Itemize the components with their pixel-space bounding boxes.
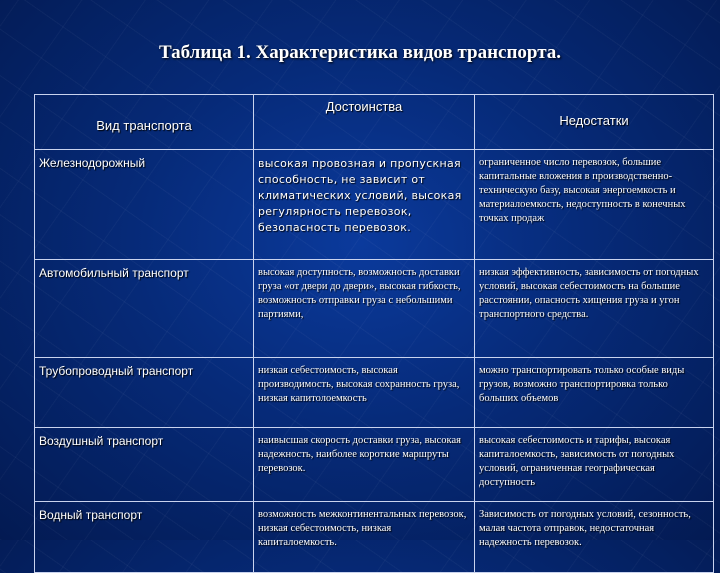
table-header-row <box>35 95 714 150</box>
disadvantages-cell: ограниченное число перевозок, большие капитальные вложения в производственно-техническую базу, высокая энергоемкость и материалоемкость, недоступность в конечных точках продаж <box>475 150 714 260</box>
table-row <box>35 358 714 428</box>
table-row <box>35 260 714 358</box>
transport-name: Водный транспорт <box>35 502 254 573</box>
transport-name: Железнодорожный <box>35 150 254 260</box>
table-row <box>35 428 714 502</box>
advantages-cell: возможность межконтинентальных перевозок, низкая себестоимость, низкая капиталоемкость. <box>254 502 475 573</box>
transport-name: Автомобильный транспорт <box>35 260 254 358</box>
disadvantages-cell: можно транспортировать только особые виды грузов, возможно транспортировка только больших объемов <box>475 358 714 428</box>
advantages-cell: наивысшая скорость доставки груза, высокая надежность, наиболее короткие маршруты перевозок. <box>254 428 475 502</box>
table-row <box>35 150 714 260</box>
transport-name: Воздушный транспорт <box>35 428 254 502</box>
slide-title: Таблица 1. Характеристика видов транспорта. <box>158 42 562 63</box>
advantages-cell: низкая себестоимость, высокая производимость, высокая сохранность груза, низкая капитолоемкость <box>254 358 475 428</box>
header-disadvantages: Недостатки <box>475 95 714 150</box>
advantages-cell: высокая доступность, возможность доставки груза «от двери до двери», высокая гибкость, возможность отправки груза с небольшими партиями, <box>254 260 475 358</box>
advantages-cell: высокая провозная и пропускная способность, не зависит от климатических условий, высокая регулярность перевозок, безопасность перевозок. <box>254 150 475 260</box>
table-row <box>35 502 714 573</box>
transport-table <box>34 94 714 573</box>
disadvantages-cell: низкая эффективность, зависимость от погодных условий, высокая себестоимость на большие расстоянии, опасность хищения груза и угон транспортного средства. <box>475 260 714 358</box>
disadvantages-cell: Зависимость от погодных условий, сезонность, малая частота отправок, недостаточная надежность перевозок. <box>475 502 714 573</box>
header-advantages: Достоинства <box>254 95 475 150</box>
transport-name: Трубопроводный транспорт <box>35 358 254 428</box>
disadvantages-cell: высокая себестоимость и тарифы, высокая капиталоемкость, зависимость от погодных условий, ограниченная географическая доступность <box>475 428 714 502</box>
header-type: Вид транспорта <box>35 95 254 150</box>
